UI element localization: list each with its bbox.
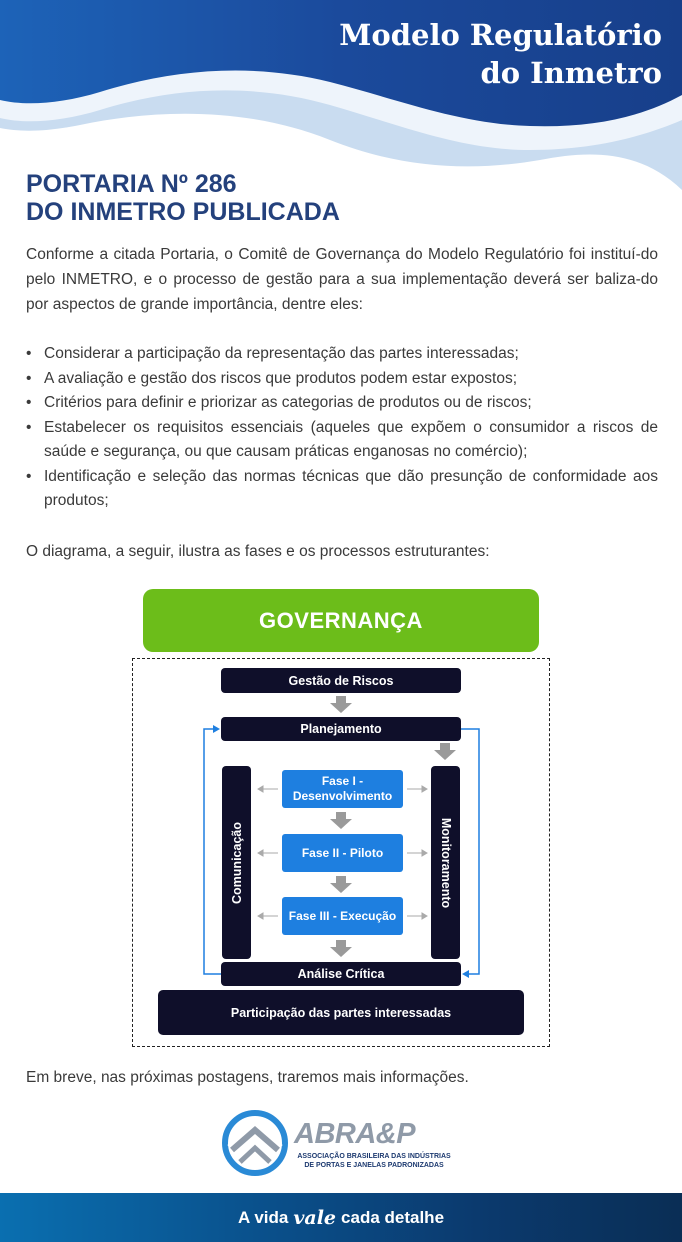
bullet-text: Critérios para definir e priorizar as categorias de produtos ou de riscos;	[44, 394, 532, 411]
bullet-item: • Identificação e seleção das normas técnicas que dão presunção de conformidade aos produtos;	[26, 467, 658, 509]
footer-text-before: A vida	[237, 1207, 289, 1227]
arrow-down-icon	[330, 876, 352, 893]
fase-1-box	[282, 770, 403, 808]
gestao-riscos-box: Gestão de Riscos	[221, 668, 461, 693]
diagram-intro: O diagrama, a seguir, ilustra as fases e os processos estruturantes:	[26, 543, 490, 560]
analise-critica-box: Análise Crítica	[221, 962, 461, 986]
arrow-down-icon	[330, 940, 352, 957]
bullet-text: Identificação e seleção das normas técnicas que dão presunção de conformidade aos produtos;	[44, 467, 658, 509]
arrow-down-icon	[330, 812, 352, 829]
comunicacao-bar	[222, 766, 251, 959]
logo-subtitle-line-2: DE PORTAS E JANELAS PADRONIZADAS	[304, 1162, 444, 1169]
abraep-logo-icon	[222, 1110, 288, 1176]
bullet-item: • Considerar a participação da representação das partes interessadas;	[26, 345, 519, 362]
bullet-text: Estabelecer os requisitos essenciais (aqueles que expõem o consumidor a riscos de saúde e segurança, ou que causam práticas enganosas no comércio);	[44, 418, 658, 460]
headline-line-1: PORTARIA Nº 286	[26, 170, 237, 198]
fase-2-box: Fase II - Piloto	[282, 834, 403, 872]
fase-1-line-1: Fase I -	[321, 774, 364, 788]
headline-line-2: DO INMETRO PUBLICADA	[26, 198, 340, 226]
arrow-left-icon	[462, 970, 469, 978]
participacao-box: Participação das partes interessadas	[158, 990, 524, 1035]
footer-banner	[0, 1193, 682, 1242]
fase-3-box: Fase III - Execução	[282, 897, 403, 935]
arrow-down-icon	[330, 696, 352, 713]
bullet-item: • Estabelecer os requisitos essenciais (aqueles que expõem o consumidor a riscos de saúde e segurança, ou que causam práticas enganosas no comércio);	[26, 418, 658, 460]
title-line-2: do Inmetro	[480, 56, 662, 90]
footer-text-after: cada detalhe	[341, 1207, 445, 1227]
logo-subtitle-line-1: ASSOCIAÇÃO BRASILEIRA DAS INDÚSTRIAS	[297, 1153, 451, 1160]
governanca-box: GOVERNANÇA	[143, 589, 539, 652]
bullet-item: • A avaliação e gestão dos riscos que produtos podem estar expostos;	[26, 369, 518, 387]
monitoramento-bar	[431, 766, 460, 959]
closing-text: Em breve, nas próximas postagens, traremos mais informações.	[26, 1069, 469, 1086]
abraep-logo	[222, 1110, 462, 1180]
arrow-down-icon	[434, 743, 456, 760]
bullet-item: • Critérios para definir e priorizar as categorias de produtos ou de riscos;	[26, 394, 532, 411]
abraep-logo-subtitle	[294, 1152, 454, 1170]
footer-text-highlight: vale	[293, 1206, 337, 1229]
title-line-1: Modelo Regulatório	[339, 18, 662, 52]
comunicacao-label: Comunicação	[229, 821, 244, 904]
abraep-logo-name: ABRA&P	[294, 1118, 416, 1150]
monitoramento-label: Monitoramento	[438, 817, 453, 908]
bullet-text: Considerar a participação da representação das partes interessadas;	[44, 345, 519, 362]
arrow-right-icon	[213, 725, 220, 733]
intro-paragraph: Conforme a citada Portaria, o Comitê de Governança do Modelo Regulatório foi instituí-do pelo INMETRO, e o processo de gestão para a sua implementação deverá ser baliza-do por aspectos de grande importância, dentre eles:	[26, 246, 658, 313]
planejamento-box: Planejamento	[221, 717, 461, 741]
bullet-text: A avaliação e gestão dos riscos que produtos podem estar expostos;	[44, 369, 518, 387]
fase-1-line-2: Desenvolvimento	[292, 789, 393, 803]
